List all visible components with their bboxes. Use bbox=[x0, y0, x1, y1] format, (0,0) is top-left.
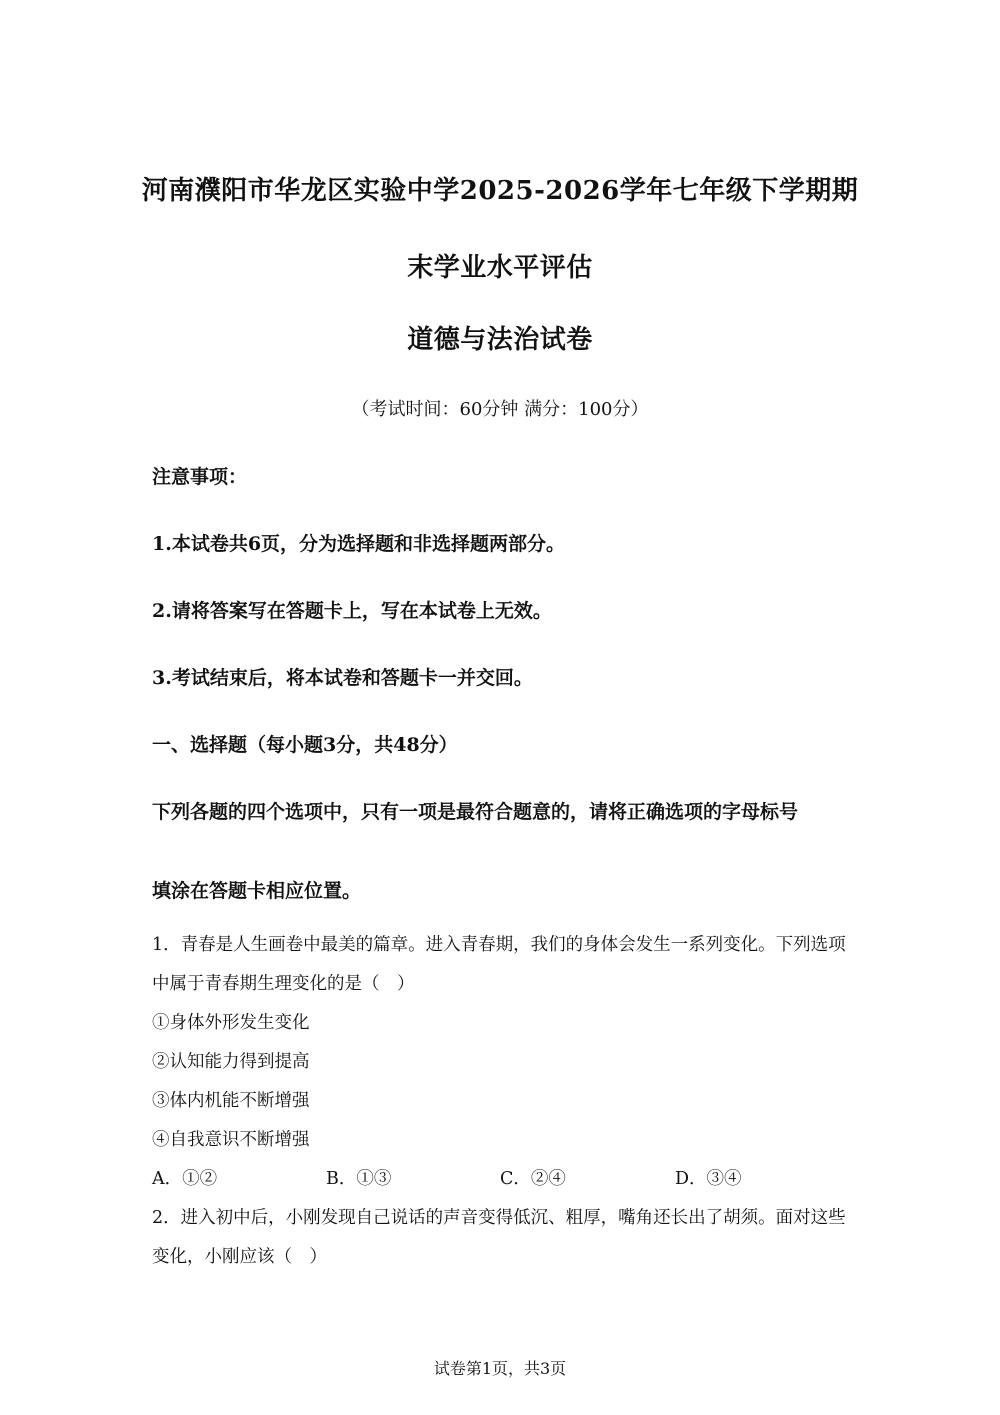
question-1-option-a: A．①② bbox=[152, 1169, 218, 1189]
question-1-option-b: B．①③ bbox=[326, 1169, 392, 1189]
question-1-option-d: D．③④ bbox=[675, 1169, 742, 1189]
question-1-option-c: C．②④ bbox=[500, 1169, 566, 1189]
title-line-3: 道德与法治试卷 bbox=[407, 325, 593, 355]
section-instruction-line-2: 填涂在答题卡相应位置。 bbox=[152, 880, 362, 902]
exam-info: （考试时间：60分钟 满分：100分） bbox=[351, 399, 649, 420]
notes-heading: 注意事项： bbox=[152, 466, 248, 488]
question-1-stem-line-1: 1．青春是人生画卷中最美的篇章。进入青春期，我们的身体会发生一系列变化。下列选项 bbox=[152, 935, 846, 955]
section-heading: 一、选择题（每小题3分，共48分） bbox=[152, 734, 458, 756]
title-line-1: 河南濮阳市华龙区实验中学2025-2026学年七年级下学期期 bbox=[141, 176, 859, 206]
note-item-2: 2.请将答案写在答题卡上，写在本试卷上无效。 bbox=[152, 600, 552, 622]
section-instruction-line-1: 下列各题的四个选项中，只有一项是最符合题意的，请将正确选项的字母标号 bbox=[152, 801, 799, 823]
question-1-statement-1: ①身体外形发生变化 bbox=[152, 1013, 310, 1033]
note-item-3: 3.考试结束后，将本试卷和答题卡一并交回。 bbox=[152, 667, 533, 689]
question-2-stem-line-2: 变化，小刚应该（ ） bbox=[152, 1247, 327, 1267]
question-1-statement-3: ③体内机能不断增强 bbox=[152, 1091, 310, 1111]
question-1-statement-4: ④自我意识不断增强 bbox=[152, 1130, 310, 1150]
note-item-1: 1.本试卷共6页，分为选择题和非选择题两部分。 bbox=[152, 533, 566, 555]
page-footer: 试卷第1页，共3页 bbox=[433, 1359, 567, 1378]
question-1-statement-2: ②认知能力得到提高 bbox=[152, 1052, 310, 1072]
question-2-stem-line-1: 2．进入初中后，小刚发现自己说话的声音变得低沉、粗厚，嘴角还长出了胡须。面对这些 bbox=[152, 1208, 846, 1228]
question-1-stem-line-2: 中属于青春期生理变化的是（ ） bbox=[152, 974, 415, 994]
title-line-2: 末学业水平评估 bbox=[407, 253, 593, 283]
